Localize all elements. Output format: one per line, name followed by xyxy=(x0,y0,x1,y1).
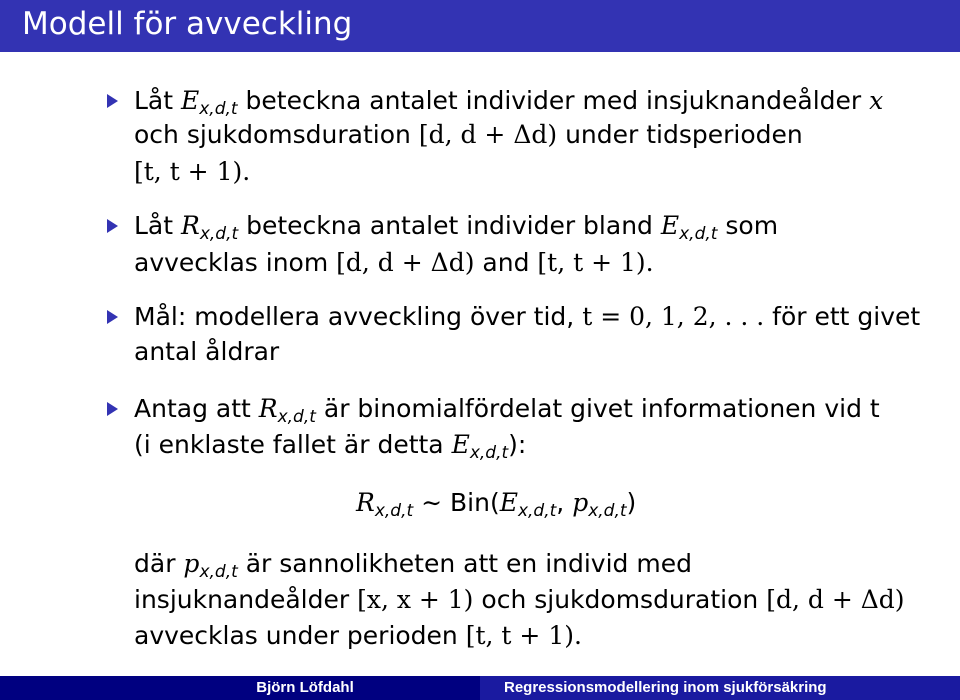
footer-course-title: Regressionsmodellering inom sjukförsäkring xyxy=(480,676,960,700)
text-segment: and xyxy=(474,248,538,277)
text-segment: ): xyxy=(508,430,527,459)
math-expression: [t, t + 1). xyxy=(537,248,654,277)
math-symbol: E xyxy=(499,488,518,517)
math-subscript: x,d,t xyxy=(199,562,238,582)
math-symbol: E xyxy=(451,430,470,459)
text-segment: antal åldrar xyxy=(134,337,280,366)
math-subscript: x,d,t xyxy=(199,99,238,119)
text-segment: under tidsperioden xyxy=(557,120,803,149)
bullet-2-line-1 xyxy=(134,209,778,251)
text-segment: Låt xyxy=(134,86,181,115)
bullet-marker-icon xyxy=(107,219,118,233)
math-symbol: p xyxy=(572,488,589,517)
math-subscript: x,d,t xyxy=(277,407,316,427)
math-subscript: x,d,t xyxy=(588,501,627,521)
math-symbol: p xyxy=(183,549,200,578)
text-segment: och sjukdomsduration xyxy=(134,120,419,149)
text-segment: där xyxy=(134,549,184,578)
text-segment: avvecklas inom xyxy=(134,248,337,277)
text-segment: som xyxy=(717,211,779,240)
text-segment: är binomialfördelat givet informationen vid t xyxy=(315,394,880,423)
text-segment: Bin( xyxy=(442,488,500,517)
math-symbol: R xyxy=(181,211,200,240)
text-segment: för ett givet xyxy=(764,302,921,331)
math-subscript: x,d,t xyxy=(517,501,557,521)
text-segment: insjuknandeålder xyxy=(134,585,358,614)
text-segment: , xyxy=(556,488,573,517)
bullet-3-line-2 xyxy=(134,335,279,369)
math-subscript: x,d,t xyxy=(469,443,509,463)
bullet-1-line-3 xyxy=(134,155,250,189)
bullet-3-line-1 xyxy=(134,300,920,334)
bullet-marker-icon xyxy=(107,310,118,324)
text-segment: Mål: modellera avveckling över tid, xyxy=(134,302,583,331)
math-symbol: E xyxy=(660,211,680,240)
math-expression: [d, d + Δd) xyxy=(336,248,475,277)
text-segment: Antag att xyxy=(134,394,259,423)
math-expression: t = 0, 1, 2, . . . xyxy=(582,302,765,331)
text-segment: är sannolikheten att en individ med xyxy=(237,549,692,578)
continuation-line-3 xyxy=(134,619,582,653)
continuation-line-2 xyxy=(134,583,905,617)
bullet-1-line-2 xyxy=(134,118,803,152)
text-segment: ) xyxy=(626,488,637,517)
math-subscript: x,d,t xyxy=(374,501,414,521)
slide-title: Modell för avveckling xyxy=(22,6,353,42)
math-expression: [t, t + 1). xyxy=(134,157,251,186)
text-segment: (i enklaste fallet är detta xyxy=(134,430,452,459)
math-symbol: E xyxy=(181,86,200,115)
math-expression: ∼ xyxy=(421,488,443,517)
math-expression: [t, t + 1). xyxy=(465,621,582,650)
math-expression: [d, d + Δd) xyxy=(418,120,558,149)
math-subscript: x,d,t xyxy=(199,224,239,244)
bullet-2-line-2 xyxy=(134,246,654,280)
bullet-marker-icon xyxy=(107,94,118,108)
text-segment: och sjukdomsduration xyxy=(473,585,767,614)
math-symbol: R xyxy=(258,394,278,423)
footer-author: Björn Löfdahl xyxy=(0,676,480,700)
math-symbol: R xyxy=(356,488,375,517)
bullet-marker-icon xyxy=(107,402,118,416)
math-symbol: x xyxy=(869,86,884,115)
math-expression: [d, d + Δd) xyxy=(766,585,905,614)
slide-footer xyxy=(0,676,960,700)
text-segment: avvecklas under perioden xyxy=(134,621,466,650)
math-expression: [x, x + 1) xyxy=(357,585,474,614)
math-subscript: x,d,t xyxy=(679,224,718,244)
text-segment: Låt xyxy=(134,211,181,240)
text-segment: beteckna antalet individer med insjuknandeålder xyxy=(237,86,870,115)
bullet-4-line-2 xyxy=(134,428,526,470)
text-segment: beteckna antalet individer bland xyxy=(238,211,661,240)
binomial-equation xyxy=(356,486,636,528)
text-segment xyxy=(413,488,421,517)
